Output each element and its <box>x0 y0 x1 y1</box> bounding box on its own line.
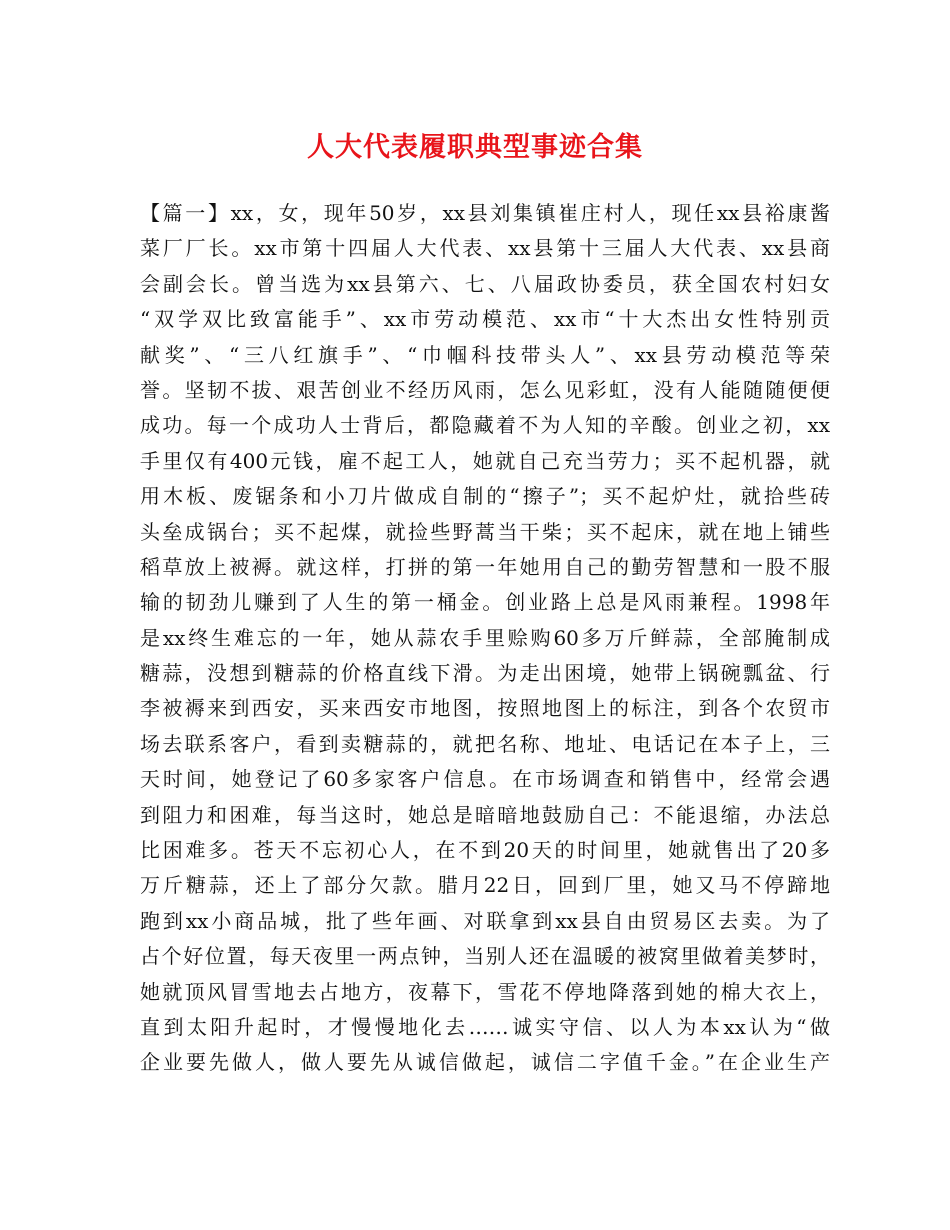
body-line: 献奖”、“三八红旗手”、“巾帼科技带头人”、xx县劳动模范等荣 <box>140 342 830 367</box>
body-line: 糖蒜，没想到糖蒜的价格直线下滑。为走出困境，她带上锅碗瓢盆、行 <box>140 661 830 686</box>
body-line: 到阻力和困难，每当这时，她总是暗暗地鼓励自己：不能退缩，办法总 <box>140 802 830 827</box>
body-line: 稻草放上被褥。就这样，打拼的第一年她用自己的勤劳智慧和一股不服 <box>140 554 830 579</box>
body-line: 手里仅有400元钱，雇不起工人，她就自己充当劳力；买不起机器，就 <box>140 448 830 473</box>
body-line: 头垒成锅台；买不起煤，就捡些野蒿当干柴；买不起床，就在地上铺些 <box>140 519 830 544</box>
body-line: 企业要先做人，做人要先从诚信做起，诚信二字值千金。”在企业生产 <box>140 1050 830 1075</box>
body-line: 会副会长。曾当选为xx县第六、七、八届政协委员，获全国农村妇女 <box>140 271 830 296</box>
document-body <box>140 196 830 1081</box>
body-line: 场去联系客户，看到卖糖蒜的，就把名称、地址、电话记在本子上，三 <box>140 731 830 756</box>
body-line: 万斤糖蒜，还上了部分欠款。腊月22日，回到厂里，她又马不停蹄地 <box>140 873 830 898</box>
body-line: 跑到xx小商品城，批了些年画、对联拿到xx县自由贸易区去卖。为了 <box>140 908 830 933</box>
document-title: 人大代表履职典型事迹合集 <box>307 132 643 163</box>
body-line: 用木板、废锯条和小刀片做成自制的“擦子”；买不起炉灶，就拾些砖 <box>140 484 830 509</box>
body-line: 成功。每一个成功人士背后，都隐藏着不为人知的辛酸。创业之初，xx <box>140 413 830 438</box>
body-line: 占个好位置，每天夜里一两点钟，当别人还在温暖的被窝里做着美梦时， <box>140 944 830 969</box>
body-line: 李被褥来到西安，买来西安市地图，按照地图上的标注，到各个农贸市 <box>140 696 830 721</box>
body-line: “双学双比致富能手”、xx市劳动模范、xx市“十大杰出女性特别贡 <box>140 307 830 332</box>
body-line: 是xx终生难忘的一年，她从蒜农手里赊购60多万斤鲜蒜，全部腌制成 <box>140 625 830 650</box>
body-line: 她就顶风冒雪地去占地方，夜幕下，雪花不停地降落到她的棉大衣上， <box>140 979 830 1004</box>
body-line: 直到太阳升起时，才慢慢地化去……诚实守信、以人为本xx认为“做 <box>140 1014 830 1039</box>
body-line: 菜厂厂长。xx市第十四届人大代表、xx县第十三届人大代表、xx县商 <box>140 236 830 261</box>
body-line: 输的韧劲儿赚到了人生的第一桶金。创业路上总是风雨兼程。1998年 <box>140 590 830 615</box>
body-line: 比困难多。苍天不忘初心人，在不到20天的时间里，她就售出了20多 <box>140 838 830 863</box>
body-line: 天时间，她登记了60多家客户信息。在市场调查和销售中，经常会遇 <box>140 767 830 792</box>
body-line: 【篇一】xx，女，现年50岁，xx县刘集镇崔庄村人，现任xx县裕康酱 <box>140 201 830 225</box>
body-line: 誉。坚韧不拔、艰苦创业不经历风雨，怎么见彩虹，没有人能随随便便 <box>140 377 830 402</box>
